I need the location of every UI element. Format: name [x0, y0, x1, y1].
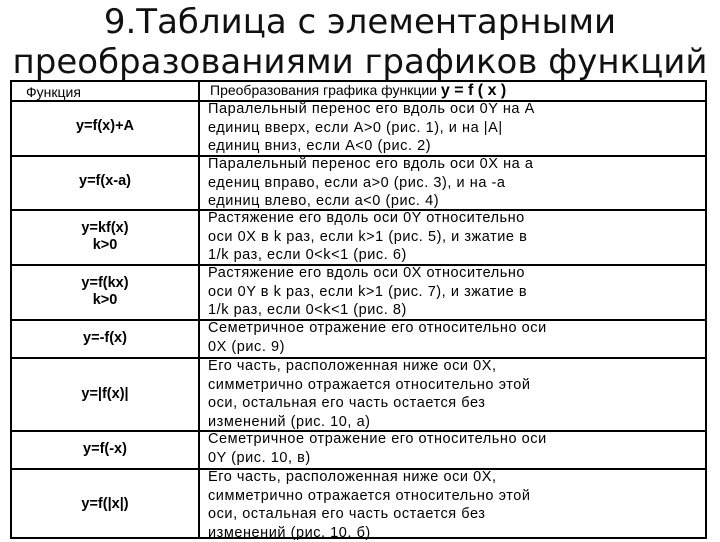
description-cell	[208, 100, 703, 156]
description-line: Растяжение его вдоль оси 0Y относительно	[208, 209, 703, 228]
function-cell	[12, 386, 198, 403]
description-line: изменений (рис. 10, а)	[208, 413, 703, 432]
description-line: Паралельный перенос его вдоль оси 0Y на A	[208, 100, 703, 119]
description-line: Его часть, расположенная ниже оси 0X,	[208, 468, 703, 487]
function-formula: y=kf(x)	[12, 220, 198, 237]
description-cell	[208, 155, 703, 211]
description-line: оси 0X в k раз, если k>1 (рис. 5), и зжатие в	[208, 228, 703, 247]
title-line-2: преобразованиями графиков функций	[0, 42, 720, 82]
description-line: Семетричное отражение его относительно оси	[208, 319, 703, 338]
function-formula: y=-f(x)	[12, 330, 198, 347]
description-cell	[208, 357, 703, 431]
description-cell	[208, 430, 703, 467]
description-line: едениц вправо, если a>0 (рис. 3), и на -a	[208, 174, 703, 193]
description-line: оси, остальная его часть остается без	[208, 394, 703, 413]
function-condition: k>0	[12, 292, 198, 309]
description-line: оси 0Y в k раз, если k>1 (рис. 7), и зжатие в	[208, 283, 703, 302]
description-line: Семетричное отражение его относительно оси	[208, 430, 703, 449]
description-line: оси, остальная его часть остается без	[208, 505, 703, 524]
function-cell	[12, 118, 198, 135]
function-formula: y=f(x-a)	[12, 173, 198, 190]
description-line: симметрично отражается относительно этой	[208, 376, 703, 395]
description-line: единиц вверх, если A>0 (рис. 1), и на |A|	[208, 119, 703, 138]
description-cell	[208, 264, 703, 320]
description-cell	[208, 468, 703, 542]
title-line-1: 9.Таблица с элементарными	[0, 2, 720, 42]
function-cell	[12, 275, 198, 309]
transformations-table	[10, 80, 707, 539]
function-cell	[12, 173, 198, 190]
description-line: Растяжение его вдоль оси 0X относительно	[208, 264, 703, 283]
description-cell	[208, 209, 703, 265]
function-formula: y=f(|x|)	[12, 496, 198, 513]
description-line: 0Y (рис. 10, в)	[208, 449, 703, 468]
function-formula: y=f(kx)	[12, 275, 198, 292]
header-formula: y = f ( x )	[441, 82, 506, 99]
function-cell	[12, 220, 198, 254]
description-line: единиц влево, если a<0 (рис. 4)	[208, 192, 703, 211]
function-formula: y=f(x)+A	[12, 118, 198, 135]
description-line: Его часть, расположенная ниже оси 0X,	[208, 357, 703, 376]
header-transform	[210, 82, 506, 100]
slide-title	[0, 2, 720, 82]
function-cell	[12, 496, 198, 513]
description-cell	[208, 319, 703, 356]
description-line: 1/k раз, если 0<k<1 (рис. 6)	[208, 246, 703, 265]
function-formula: y=f(-x)	[12, 441, 198, 458]
header-function: Функция	[26, 84, 81, 100]
description-line: 1/k раз, если 0<k<1 (рис. 8)	[208, 301, 703, 320]
description-line: Паралельный перенос его вдоль оси 0X на a	[208, 155, 703, 174]
description-line: единиц вниз, если A<0 (рис. 2)	[208, 137, 703, 156]
function-condition: k>0	[12, 237, 198, 254]
function-cell	[12, 330, 198, 347]
function-formula: y=|f(x)|	[12, 386, 198, 403]
description-line: 0X (рис. 9)	[208, 338, 703, 357]
description-line: изменений (рис. 10, б)	[208, 524, 703, 542]
function-cell	[12, 441, 198, 458]
description-line: симметрично отражается относительно этой	[208, 487, 703, 506]
header-transform-label: Преобразования графика функции	[210, 82, 437, 98]
